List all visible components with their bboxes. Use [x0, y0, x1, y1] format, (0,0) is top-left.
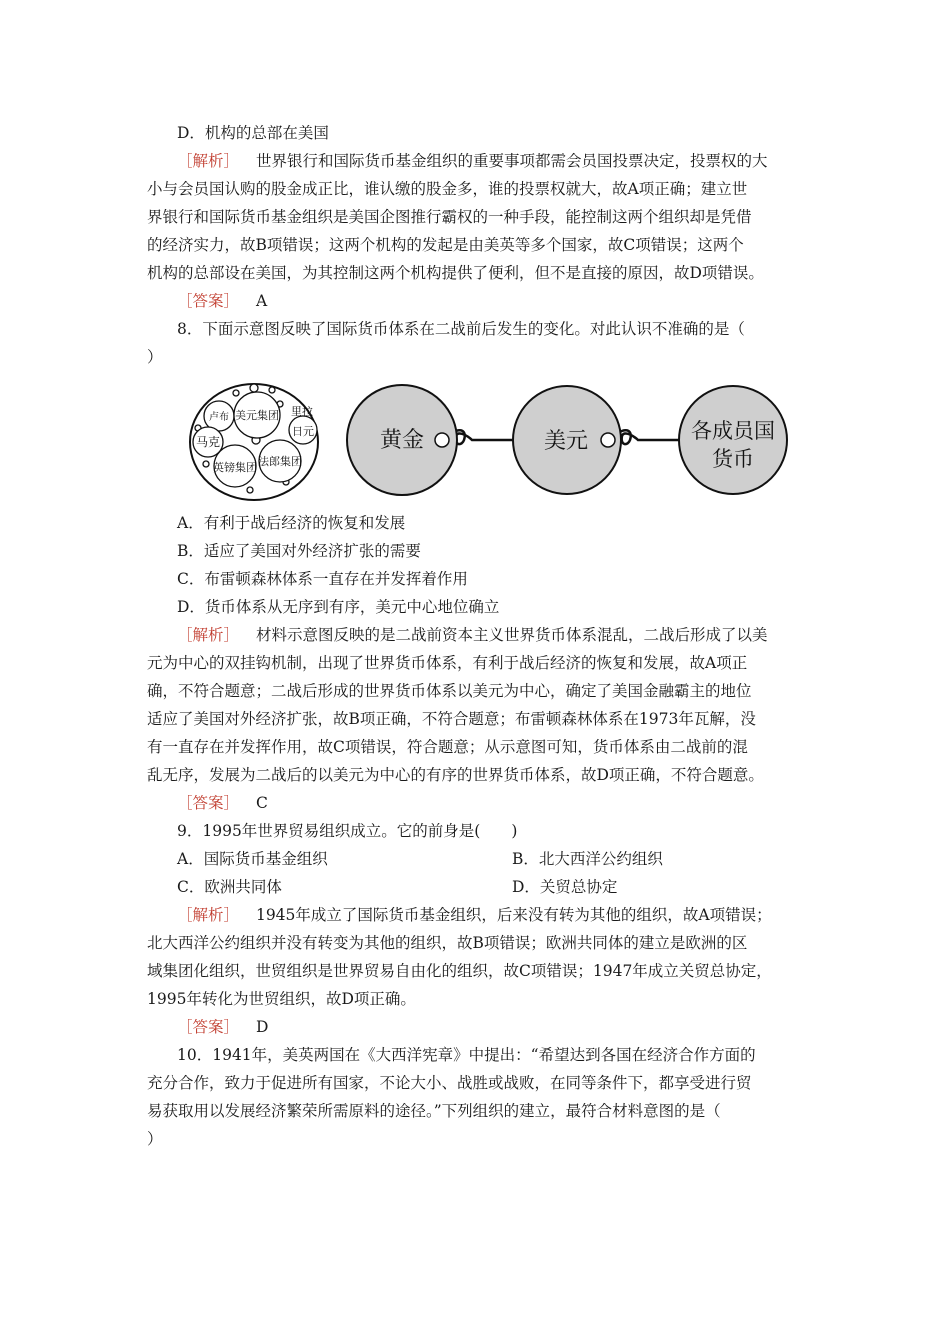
q9-option-row-1: [177, 849, 328, 869]
q9-option-a: A．国际货币基金组织: [177, 850, 328, 868]
analysis-text: 元为中心的双挂钩机制，出现了世界货币体系，有利于战后经济的恢复和发展，故A项正: [147, 654, 748, 672]
analysis-tag: ［解析］: [177, 906, 240, 924]
mark-label: 马克: [195, 435, 221, 449]
sterling-bloc-label: 英镑集团: [213, 461, 257, 474]
q10-stem-cont: ）: [147, 1130, 163, 1148]
answer-value: C: [255, 794, 268, 812]
dollar-bloc-label: 美元集团: [235, 409, 279, 422]
q7-option-d: D．机构的总部在美国: [177, 124, 329, 142]
gold-label: 黄金: [379, 428, 425, 453]
q9-option-c: C．欧洲共同体: [177, 878, 282, 896]
analysis-text: 的经济实力，故B项错误；这两个机构的发起是由美英等多个国家，故C项错误；这两个: [147, 236, 744, 254]
q8-stem: 8．下面示意图反映了国际货币体系在二战前后发生的变化。对此认识不准确的是（: [177, 320, 745, 338]
q8-option-a: A．有利于战后经济的恢复和发展: [177, 514, 406, 532]
analysis-text: 小与会员国认购的股金成正比，谁认缴的股金多，谁的投票权就大，故A项正确；建立世: [147, 180, 748, 198]
analysis-text: 界银行和国际货币基金组织是美国企图推行霸权的一种手段，能控制这两个组织却是凭借: [147, 208, 752, 226]
q9-stem: 9．1995年世界贸易组织成立。它的前身是( ): [177, 822, 518, 840]
q9-analysis-first-line: [177, 905, 772, 925]
q10-stem-cont: 充分合作，致力于促进所有国家，不论大小、战胜或战败，在同等条件下，都享受进行贸: [147, 1074, 752, 1092]
analysis-text: 域集团化组织，世贸组织是世界贸易自由化的组织，故C项错误；1947年成立关贸总协定，: [147, 962, 772, 980]
q10-stem: 10．1941年，美英两国在《大西洋宪章》中提出：“希望达到各国在经济合作方面的: [177, 1046, 756, 1064]
analysis-text: 机构的总部设在美国，为其控制这两个机构提供了便利，但不是直接的原因，故D项错误。: [147, 264, 764, 282]
currency-system-diagram: [188, 380, 788, 504]
analysis-text: 1945年成立了国际货币基金组织，后来没有转为其他的组织，故A项错误；: [255, 906, 772, 924]
analysis-tag: ［解析］: [177, 152, 240, 170]
analysis-text: 乱无序，发展为二战后的以美元为中心的有序的世界货币体系，故D项正确，不符合题意。: [147, 766, 764, 784]
lira-label: 里拉: [291, 405, 313, 418]
q9-option-b: B．北大西洋公约组织: [512, 850, 663, 868]
member-currency-label-line2: 货币: [712, 447, 754, 471]
answer-tag: ［答案］: [177, 794, 240, 812]
analysis-text: 1995年转化为世贸组织，故D项正确。: [147, 990, 416, 1008]
q8-stem-cont: ）: [147, 348, 163, 366]
q8-option-c: C．布雷顿森林体系一直存在并发挥着作用: [177, 570, 468, 588]
analysis-text: 世界银行和国际货币基金组织的重要事项都需会员国投票决定，投票权的大: [255, 152, 768, 170]
member-currency-circle: [679, 386, 787, 494]
dollar-label: 美元: [543, 429, 589, 454]
analysis-tag: ［解析］: [177, 626, 240, 644]
yen-label: 日元: [292, 425, 314, 438]
dollar-circle: [513, 386, 621, 494]
franc-bloc-label: 法郎集团: [258, 455, 302, 468]
q9-option-d: D．关贸总协定: [512, 878, 618, 896]
gold-circle: [347, 385, 457, 495]
prewar-currency-circle: [190, 384, 318, 500]
q8-answer: [177, 793, 268, 813]
answer-value: A: [255, 292, 268, 310]
analysis-text: 有一直存在并发挥作用，故C项错误，符合题意；从示意图可知，货币体系由二战前的混: [147, 738, 748, 756]
member-currency-label-line1: 各成员国: [691, 419, 775, 443]
analysis-text: 材料示意图反映的是二战前资本主义世界货币体系混乱，二战后形成了以美: [255, 626, 768, 644]
q8-analysis-first-line: [177, 625, 767, 645]
q8-option-b: B．适应了美国对外经济扩张的需要: [177, 542, 421, 560]
analysis-text: 北大西洋公约组织并没有转变为其他的组织，故B项错误；欧洲共同体的建立是欧洲的区: [147, 934, 748, 952]
answer-value: D: [255, 1018, 269, 1036]
q10-stem-cont: 易获取用以发展经济繁荣所需原料的途径。”下列组织的建立，最符合材料意图的是（: [147, 1102, 721, 1120]
q8-option-d: D．货币体系从无序到有序，美元中心地位确立: [177, 598, 500, 616]
q9-answer: [177, 1017, 268, 1037]
q7-answer: [177, 291, 267, 311]
answer-tag: ［答案］: [177, 1018, 240, 1036]
ruble-label: 卢布: [209, 412, 229, 423]
answer-tag: ［答案］: [177, 292, 240, 310]
q7-analysis-first-line: [177, 151, 767, 171]
analysis-text: 适应了美国对外经济扩张，故B项正确，不符合题意；布雷顿森林体系在1973年瓦解，没: [147, 710, 756, 728]
analysis-text: 确，不符合题意；二战后形成的世界货币体系以美元为中心，确定了美国金融霸主的地位: [147, 682, 752, 700]
